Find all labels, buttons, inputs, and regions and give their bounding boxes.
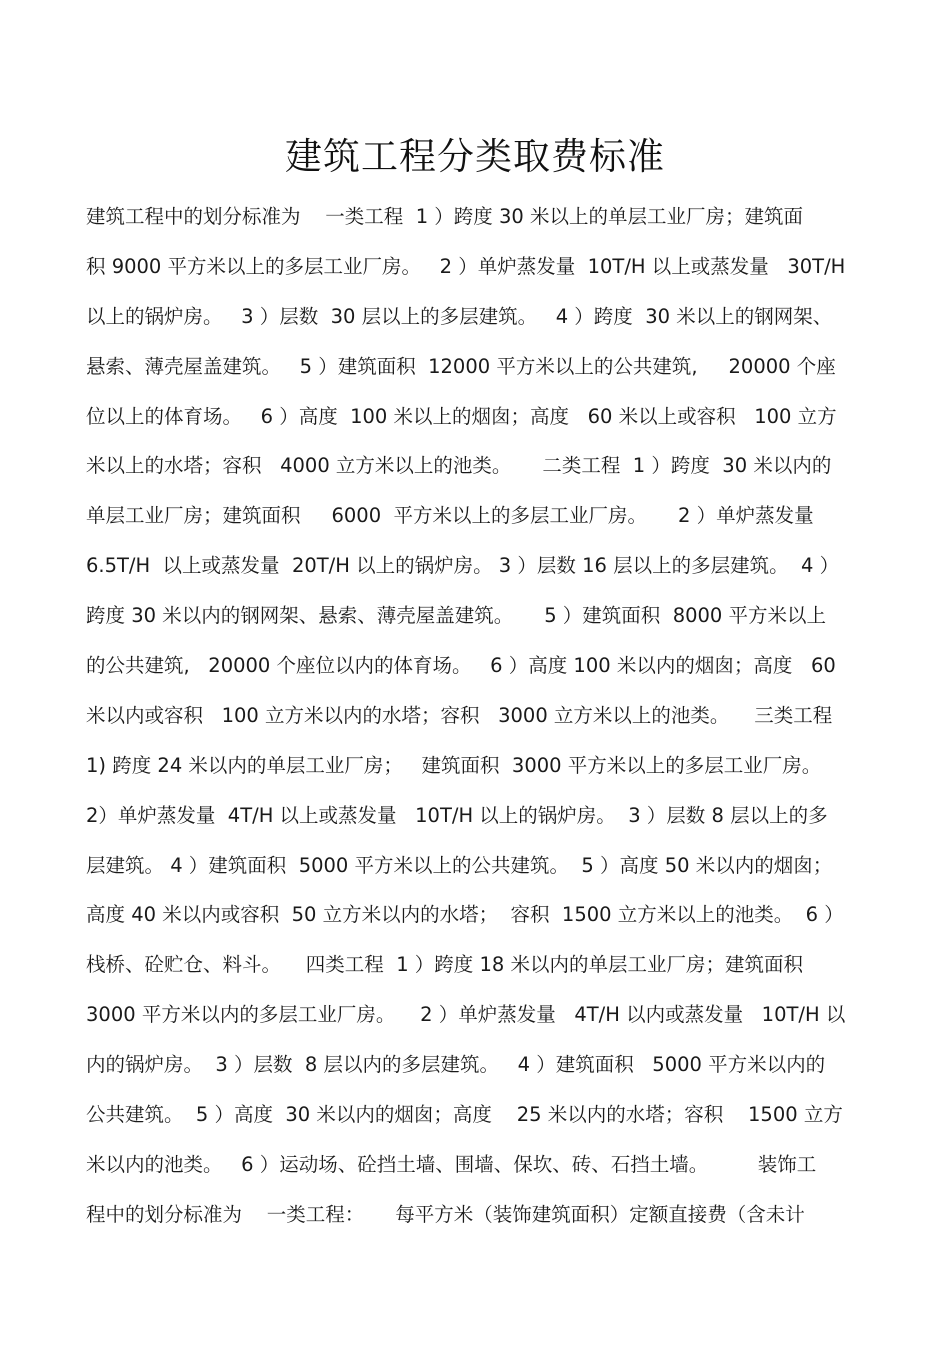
body-line: 米以内的池类。 6 ）运动场、砼挡土墙、围墙、保坎、砖、石挡土墙。 装饰工 (86, 1152, 817, 1176)
body-line: 位以上的体育场。 6 ）高度 100 米以上的烟囱；高度 60 米以上或容积 100 立方 (86, 404, 837, 428)
document-title: 建筑工程分类取费标准 (285, 135, 665, 178)
body-line: 3000 平方米以内的多层工业厂房。 2 ）单炉蒸发量 4T/H 以内或蒸发量 10T/H 以 (86, 1003, 846, 1027)
body-line: 6.5T/H 以上或蒸发量 20T/H 以上的锅炉房。 3 ）层数 16 层以上的多层建筑。 4 ） (86, 554, 840, 578)
body-line: 高度 40 米以内或容积 50 立方米以内的水塔； 容积 1500 立方米以上的池类。 6 ） (86, 903, 844, 927)
body-line: 层建筑。 4 ）建筑面积 5000 平方米以上的公共建筑。 5 ）高度 50 米以内的烟囱； (86, 853, 833, 877)
body-line: 单层工业厂房；建筑面积 6000 平方米以上的多层工业厂房。 2 ）单炉蒸发量 (86, 504, 814, 528)
body-line: 程中的划分标准为 一类工程： 每平方米（装饰建筑面积）定额直接费（含未计 (86, 1202, 805, 1226)
body-line: 栈桥、砼贮仓、料斗。 四类工程 1 ）跨度 18 米以内的单层工业厂房；建筑面积 (86, 953, 804, 977)
body-line: 内的锅炉房。 3 ）层数 8 层以内的多层建筑。 4 ）建筑面积 5000 平方米以内的 (86, 1053, 826, 1077)
body-line: 建筑工程中的划分标准为 一类工程 1 ）跨度 30 米以上的单层工业厂房；建筑面 (86, 205, 804, 228)
body-line: 悬索、薄壳屋盖建筑。 5 ）建筑面积 12000 平方米以上的公共建筑, 20000 个座 (86, 354, 836, 378)
body-line: 米以内或容积 100 立方米以内的水塔；容积 3000 立方米以上的池类。 三类工程 (86, 703, 833, 727)
document-body (86, 192, 870, 1240)
body-line: 积 9000 平方米以上的多层工业厂房。 2 ）单炉蒸发量 10T/H 以上或蒸发量 30T/H (86, 254, 846, 278)
body-line: 的公共建筑, 20000 个座位以内的体育场。 6 ）高度 100 米以内的烟囱；高度 60 (86, 654, 836, 678)
body-line: 公共建筑。 5 ）高度 30 米以内的烟囱；高度 25 米以内的水塔；容积 1500 立方 (86, 1103, 843, 1127)
body-line: 1) 跨度 24 米以内的单层工业厂房； 建筑面积 3000 平方米以上的多层工业厂房。 (86, 753, 822, 777)
body-line: 米以上的水塔；容积 4000 立方米以上的池类。 二类工程 1 ）跨度 30 米以内的 (86, 454, 832, 478)
body-line: 2）单炉蒸发量 4T/H 以上或蒸发量 10T/H 以上的锅炉房。 3 ）层数 8 层以上的多 (86, 803, 828, 827)
body-line: 跨度 30 米以内的钢网架、悬索、薄壳屋盖建筑。 5 ）建筑面积 8000 平方米以上 (86, 604, 827, 628)
body-line: 以上的锅炉房。 3 ）层数 30 层以上的多层建筑。 4 ）跨度 30 米以上的钢网架、 (86, 304, 833, 328)
